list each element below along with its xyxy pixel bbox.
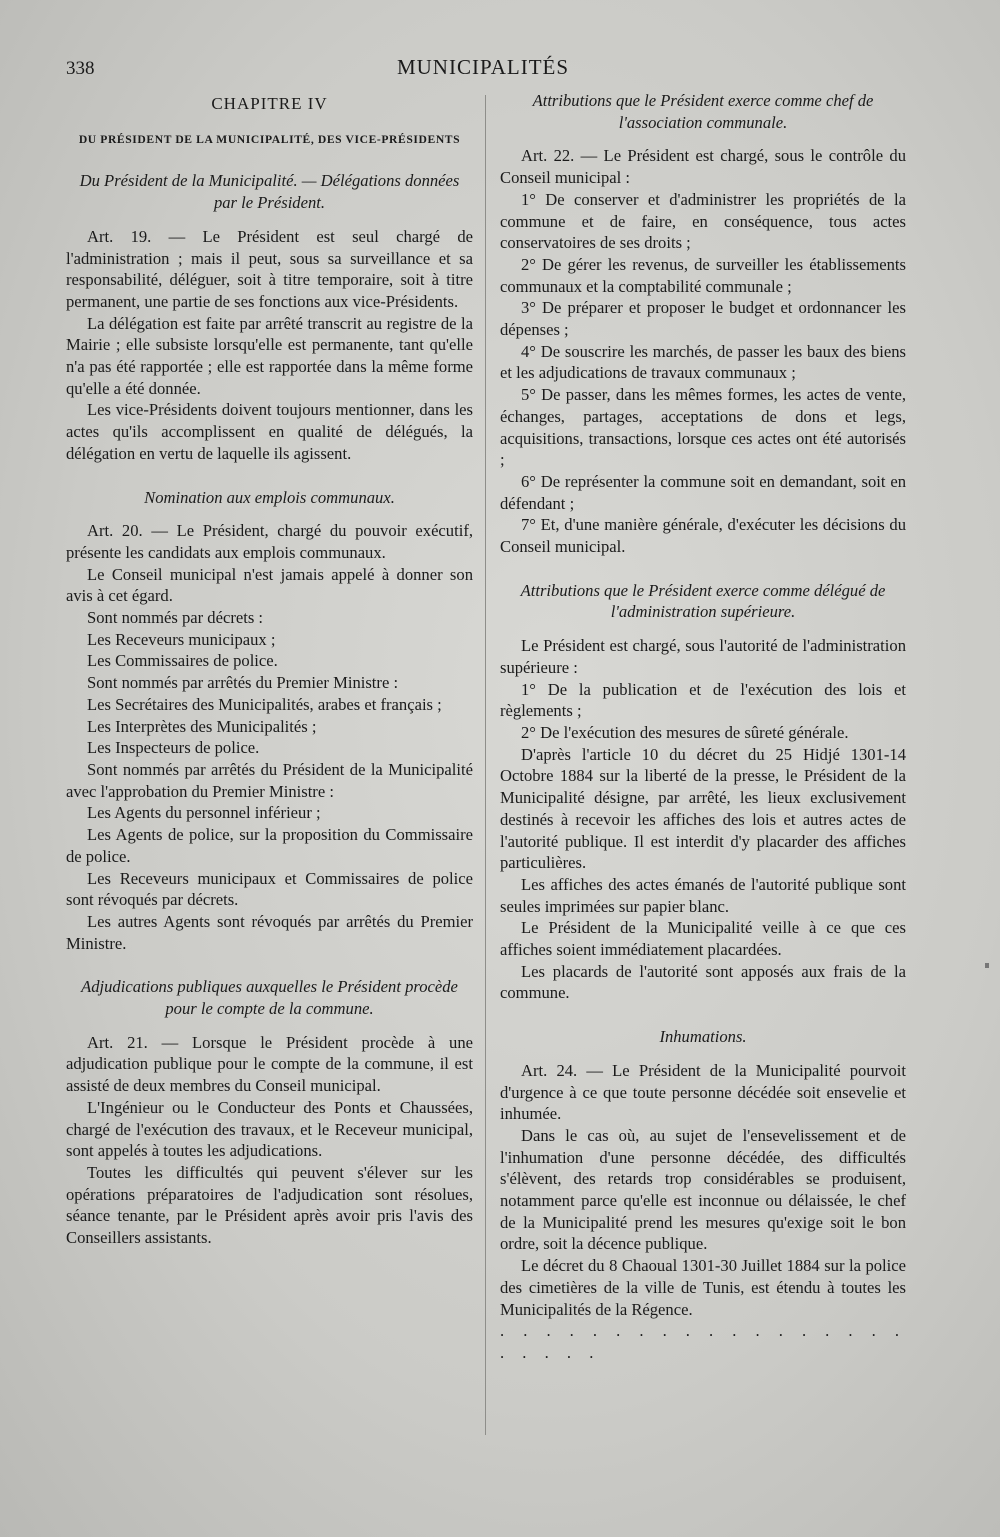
paragraph: Les affiches des actes émanés de l'autorité publique sont seules imprimées sur papier blanc. xyxy=(500,874,906,916)
paragraph: La délégation est faite par arrêté transcrit au registre de la Mairie ; elle subsiste lorsqu'elle est permanente, tant qu'elle n'a pas été rapportée ; elle est rapportée dans la même forme qu'elle a été donnée. xyxy=(66,313,473,398)
paragraph: 2° De gérer les revenus, de surveiller les établissements communaux et la comptabilité communale ; xyxy=(500,254,906,296)
paragraph: Le décret du 8 Chaoual 1301-30 Juillet 1884 sur la police des cimetières de la ville de Tunis, est étendu à toutes les Municipalités de la Régence. xyxy=(500,1256,906,1319)
paragraph: Les Commissaires de police. xyxy=(87,651,278,671)
paragraph: D'après l'article 10 du décret du 25 Hidjé 1301-14 Octobre 1884 sur la liberté de la presse, le Président de la Municipalité désigne, par arrêté, les lieux exclusivement destinés à recevoir les affiches des lois et autres actes de l'autorité publique. Il est interdit d'y placarder des affiches particulières. xyxy=(500,744,906,873)
paragraph: 6° De représenter la commune soit en demandant, soit en défendant ; xyxy=(500,471,906,513)
paragraph: Les Receveurs municipaux ; xyxy=(87,629,276,649)
paragraph: Sont nommés par arrêtés du Premier Ministre : xyxy=(87,673,399,693)
left-column xyxy=(66,90,473,1249)
paragraph: Les Agents du personnel inférieur ; xyxy=(87,803,321,823)
paragraph: Toutes les difficultés qui peuvent s'élever sur les opérations préparatoires de l'adjudication sont résolues, séance tenante, par le Président après avoir pris l'avis des Conseillers assistants. xyxy=(66,1162,473,1248)
paragraph: Les autres Agents sont révoqués par arrêtés du Premier Ministre. xyxy=(66,911,473,953)
ellipsis-line: . . . . . . . . . . . . . . . . . . . . . . . xyxy=(500,1321,906,1362)
paragraph: L'Ingénieur ou le Conducteur des Ponts et Chaussées, chargé de l'exécution des travaux, et le Receveur municipal, sont appelés à toutes les adjudications. xyxy=(66,1097,473,1161)
paragraph: Les Secrétaires des Municipalités, arabes et français ; xyxy=(87,694,442,714)
section-heading: Du Président de la Municipalité. — Délégations données par le Président. xyxy=(79,171,460,213)
paragraph: Art. 24. — Le Président de la Municipalité pourvoit d'urgence à ce que toute personne décédée soit ensevelie et inhumée. xyxy=(500,1060,906,1124)
paragraph: Dans le cas où, au sujet de l'ensevelissement et de l'inhumation d'une personne décédée, des difficultés s'élèvent, des retards trop considérables se produisent, notamment parce qu'elle est inconnue ou délaissée, le chef de la Municipalité prend les mesures qu'exige soit le bon ordre, soit la décence publique. xyxy=(500,1125,906,1254)
section-heading: Inhumations. xyxy=(659,1027,747,1047)
paragraph: Art. 22. — Le Président est chargé, sous le contrôle du Conseil municipal : xyxy=(500,146,906,188)
chapter-subtitle: DU PRÉSIDENT DE LA MUNICIPALITÉ, DES VICE-PRÉSIDENTS xyxy=(78,132,461,146)
paragraph: Art. 19. — Le Président est seul chargé de l'administration ; mais il peut, sous sa surveillance et sa responsabilité, déléguer, soit à titre temporaire, soit à titre permanent, une partie de ses fonctions aux vice-Présidents. xyxy=(66,226,473,311)
paragraph: Le Président de la Municipalité veille à ce que ces affiches soient immédiatement placardées. xyxy=(500,918,906,960)
paragraph: 3° De préparer et proposer le budget et ordonnancer les dépenses ; xyxy=(500,298,906,340)
paragraph: Les Inspecteurs de police. xyxy=(87,738,260,758)
paragraph: 7° Et, d'une manière générale, d'exécuter les décisions du Conseil municipal. xyxy=(500,515,906,557)
paragraph: 4° De souscrire les marchés, de passer les baux des biens et les adjudications de travaux communaux ; xyxy=(500,341,906,383)
paragraph: Les Interprètes des Municipalités ; xyxy=(87,716,317,736)
running-title: MUNICIPALITÉS xyxy=(396,55,570,79)
paragraph: Art. 20. — Le Président, chargé du pouvoir exécutif, présente les candidats aux emplois communaux. xyxy=(66,521,473,562)
paragraph: 1° De conserver et d'administrer les propriétés de la commune et de faire, en conséquence, tous actes conservatoires de ses droits ; xyxy=(500,189,906,253)
page-number: 338 xyxy=(66,58,95,79)
margin-mark xyxy=(985,963,989,968)
paragraph: 1° De la publication et de l'exécution des lois et règlements ; xyxy=(500,679,906,721)
paragraph: Les vice-Présidents doivent toujours mentionner, dans les actes qu'ils accomplissent en qualité de délégués, la délégation en vertu de laquelle ils agissent. xyxy=(66,400,473,463)
section-heading: Attributions que le Président exerce comme délégué de l'administration supérieure. xyxy=(520,580,886,622)
right-column xyxy=(500,90,906,1364)
chapter-heading: CHAPITRE IV xyxy=(211,94,328,113)
paragraph: 2° De l'exécution des mesures de sûreté générale. xyxy=(521,722,849,742)
section-heading: Nomination aux emplois communaux. xyxy=(144,487,395,507)
paragraph: Art. 21. — Lorsque le Président procède à une adjudication publique pour le compte de la commune, il est assisté de deux membres du Conseil municipal. xyxy=(66,1032,473,1096)
paragraph: Sont nommés par décrets : xyxy=(87,608,264,628)
section-heading: Attributions que le Président exerce comme chef de l'association communale. xyxy=(532,91,874,132)
paragraph: Le Conseil municipal n'est jamais appelé à donner son avis à cet égard. xyxy=(66,564,473,606)
paragraph: Les Receveurs municipaux et Commissaires de police sont révoqués par décrets. xyxy=(66,868,473,910)
paragraph: Les Agents de police, sur la proposition du Commissaire de police. xyxy=(66,825,473,866)
column-divider xyxy=(485,95,486,1435)
section-heading: Adjudications publiques auxquelles le Président procède pour le compte de la commune. xyxy=(81,977,458,1019)
paragraph: Le Président est chargé, sous l'autorité de l'administration supérieure : xyxy=(500,636,906,677)
paragraph: Sont nommés par arrêtés du Président de la Municipalité avec l'approbation du Premier Ministre : xyxy=(66,759,473,801)
paragraph: Les placards de l'autorité sont apposés aux frais de la commune. xyxy=(500,961,906,1003)
paragraph: 5° De passer, dans les mêmes formes, les actes de vente, échanges, partages, acceptations de dons et legs, acquisitions, transactions, lorsque ces actes ont été autorisés ; xyxy=(500,385,906,470)
